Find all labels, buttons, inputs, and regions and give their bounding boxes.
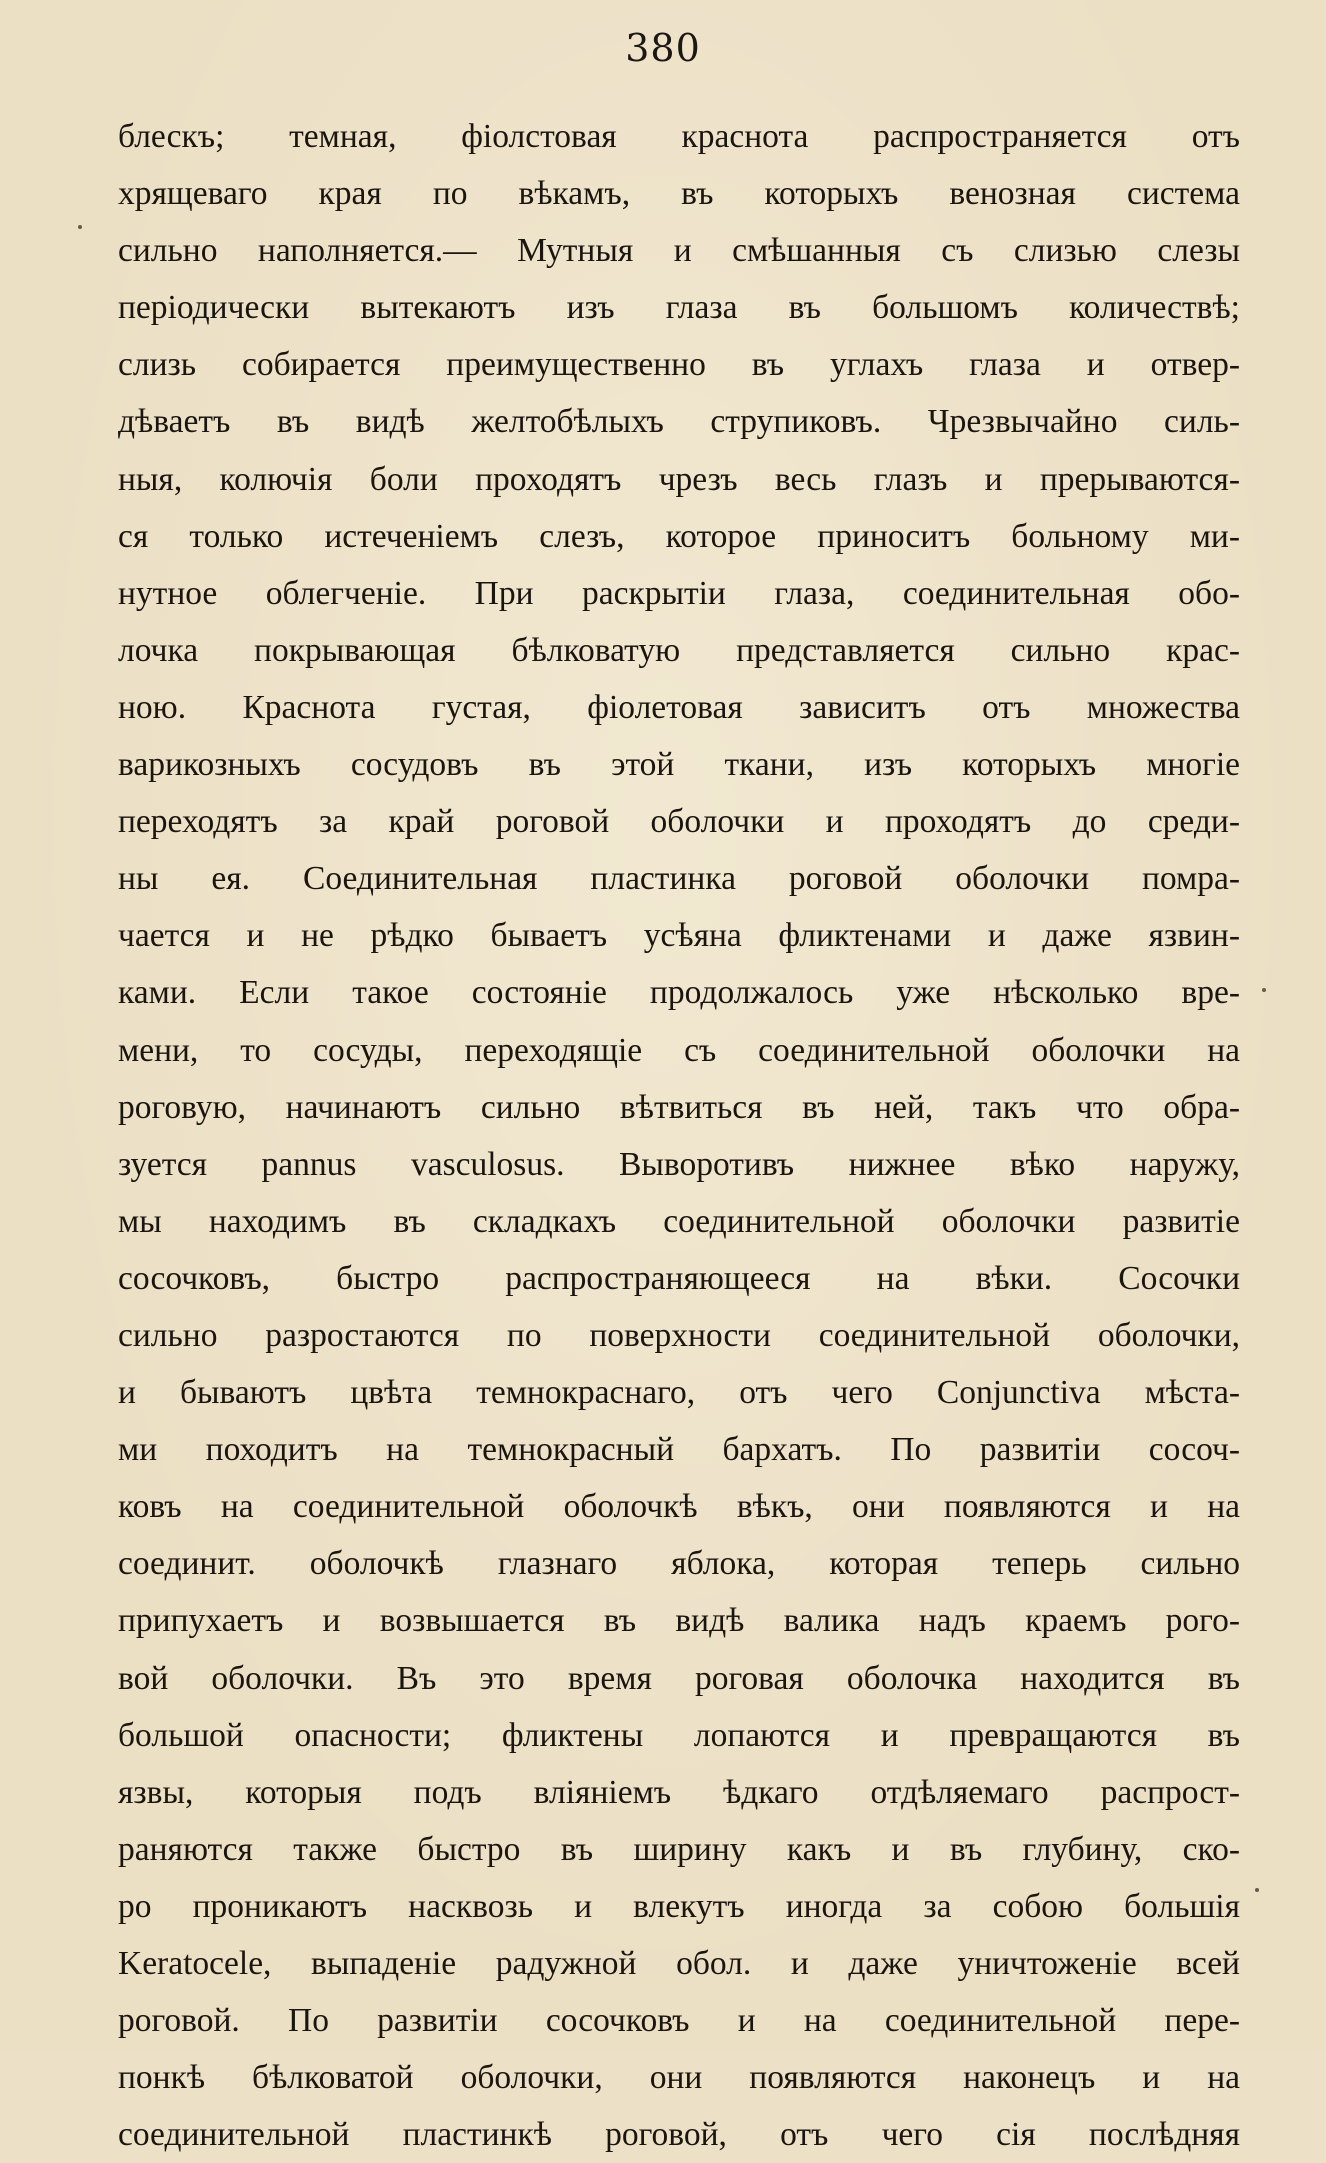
text-line: блескъ; темная, фіолстовая краснота распространяется отъ (118, 118, 1240, 155)
text-line: ныя, колючія боли проходятъ чрезъ весь глазъ и прерываются- (118, 460, 1240, 498)
text-line: соединит. оболочкѣ глазнаго яблока, которая теперь сильно (118, 1545, 1240, 1583)
text-line: слизь собирается преимущественно въ углахъ глаза и отвер- (118, 346, 1240, 384)
text-line: варикозныхъ сосудовъ въ этой ткани, изъ которыхъ многіе (118, 746, 1240, 784)
text-line: вой оболочки. Въ это время роговая оболочка находится въ (118, 1659, 1240, 1697)
text-line: Keratocele, выпаденіе радужной обол. и даже уничтоженіе всей (118, 1945, 1240, 1982)
text-line: раняются также быстро въ ширину какъ и въ глубину, ско- (118, 1830, 1240, 1868)
text-line: роговую, начинаютъ сильно вѣтвиться въ ней, такъ что обра- (118, 1088, 1240, 1126)
text-line: ся только истеченіемъ слезъ, которое приноситъ больному ми- (118, 517, 1240, 555)
text-line: ковъ на соединительной оболочкѣ вѣкъ, они появляются и на (118, 1488, 1240, 1526)
print-speck (1262, 988, 1266, 992)
print-speck (1255, 1888, 1259, 1892)
text-line: нутное облегченіе. При раскрытіи глаза, соединительная обо- (118, 574, 1240, 612)
print-speck (78, 225, 82, 229)
text-line: ною. Краснота густая, фіолетовая зависитъ отъ множества (118, 688, 1240, 726)
text-line: мы находимъ въ складкахъ соединительной оболочки развитіе (118, 1202, 1240, 1240)
text-line: ми походитъ на темнокрасный бархатъ. По развитіи сосоч- (118, 1431, 1240, 1469)
text-line: сильно наполняется.— Мутныя и смѣшанныя съ слизью слезы (118, 232, 1240, 270)
page-number: 380 (625, 26, 701, 70)
text-line: чается и не рѣдко бываетъ усѣяна фликтенами и даже язвин- (118, 917, 1240, 955)
text-line: періодически вытекаютъ изъ глаза въ большомъ количествѣ; (118, 289, 1240, 327)
text-line: хрящеваго края по вѣкамъ, въ которыхъ венозная система (118, 175, 1240, 213)
text-line: большой опасности; фликтены лопаются и превращаются въ (118, 1716, 1240, 1754)
text-line: сосочковъ, быстро распространяющееся на вѣки. Сосочки (118, 1259, 1240, 1297)
text-line: зуется pannus vasculosus. Выворотивъ нижнее вѣко наружу, (118, 1145, 1240, 1183)
text-line: ны ея. Соединительная пластинка роговой оболочки помра- (118, 860, 1240, 898)
text-line: припухаетъ и возвышается въ видѣ валика надъ краемъ рого- (118, 1602, 1240, 1640)
body-text (118, 108, 1240, 2163)
text-line: язвы, которыя подъ вліяніемъ ѣдкаго отдѣляемаго распрост- (118, 1773, 1240, 1811)
text-line: переходятъ за край роговой оболочки и проходятъ до среди- (118, 803, 1240, 841)
text-line: соединительной пластинкѣ роговой, отъ чего сія послѣдняя (118, 2116, 1240, 2154)
text-line: дѣваетъ въ видѣ желтобѣлыхъ струпиковъ. Чрезвычайно силь- (118, 403, 1240, 441)
text-line: ро проникаютъ насквозь и влекутъ иногда за собою большія (118, 1887, 1240, 1925)
text-line: сильно разростаются по поверхности соединительной оболочки, (118, 1316, 1240, 1354)
text-line: понкѣ бѣлковатой оболочки, они появляются наконецъ и на (118, 2059, 1240, 2097)
text-line: мени, то сосуды, переходящіе съ соединительной оболочки на (118, 1031, 1240, 1069)
text-line: ками. Если такое состояніе продолжалось уже нѣсколько вре- (118, 974, 1240, 1012)
text-line: роговой. По развитіи сосочковъ и на соединительной пере- (118, 2002, 1240, 2040)
text-line: лочка покрывающая бѣлковатую представляется сильно крас- (118, 631, 1240, 669)
text-line: и бываютъ цвѣта темнокраснаго, отъ чего Conjunctiva мѣста- (118, 1374, 1240, 1412)
